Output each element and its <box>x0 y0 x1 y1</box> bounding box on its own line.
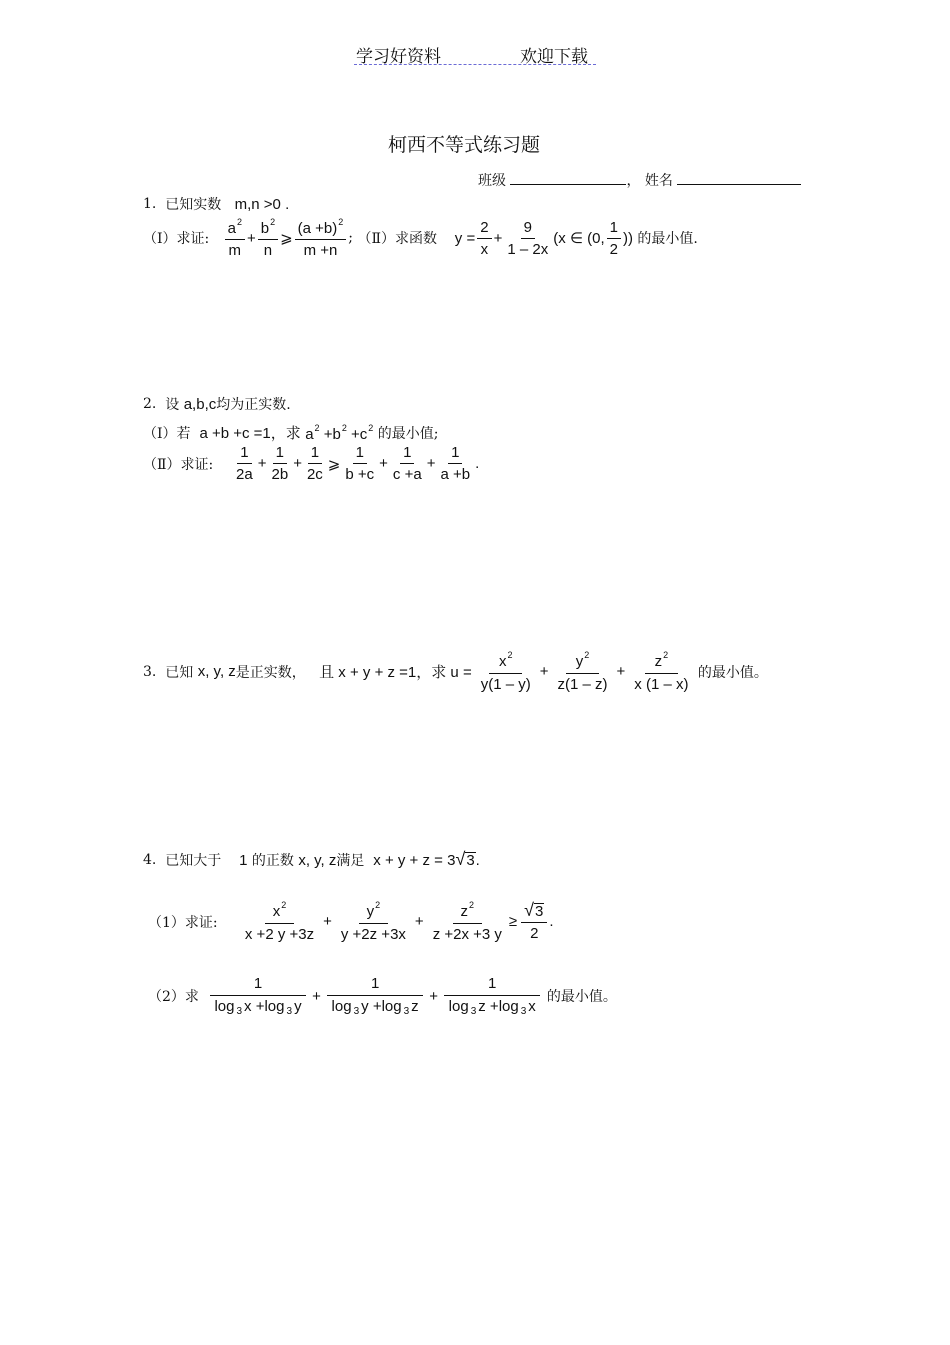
q2-squares: $a^2 +b^2 +c^2$ <box>305 422 374 443</box>
q1-plus: + <box>246 229 256 247</box>
q1-part2-label: （Ⅱ）求函数 <box>357 231 437 248</box>
q4-part2-label: （2）求 <box>148 989 199 1006</box>
q1-condition: m,n >0 . <box>234 195 290 213</box>
q1-frac-ab: $\frac{(a +b)^2}{m +n}$ <box>295 217 347 260</box>
q3-frac: $\frac{y^2}{z(1 - z)}$ <box>557 650 608 694</box>
q3-number: 3. <box>143 663 157 680</box>
q4-rhs: √ 3 2 <box>521 901 547 943</box>
q4-log-frac: $\frac{1}{\log _3 y +\log _3 z}$ <box>327 975 423 1018</box>
q2-frac: $\frac{1}{2b}$ <box>271 444 289 484</box>
q2-number: 2. <box>143 396 157 412</box>
q1-semicolon: ; <box>348 230 354 247</box>
q4-frac: $\frac{y^2}{y +2z +3x}$ <box>340 900 406 944</box>
q1-parts: （Ⅰ）求证: $\frac{a^2}{m}$ + $\frac{b^2}{n}$ ⩾ $\frac{(a +b)^2}{m +n}$ ; （Ⅱ）求函数 y = $\frac{2}{x}$ + $\frac{9}{1 - 2x}$ (x ∈ (0, $\frac{1}{2}$ )) 的最小值. <box>143 217 698 260</box>
q2-frac: $\frac{1}{2a}$ <box>236 444 253 484</box>
q3-condition: 且 x + y + z =1，求 u = <box>319 664 472 682</box>
q1-part1-label: （Ⅰ）求证: <box>143 231 210 248</box>
q2-part1: （Ⅰ）若 a +b +c =1，求 $a^2 +b^2 +c^2$ 的最小值; <box>143 422 439 443</box>
q3-frac: $\frac{x^2}{y(1 - y)}$ <box>480 650 531 694</box>
q4-log-frac: $\frac{1}{\log _3 z +\log _3 x}$ <box>444 975 540 1018</box>
q4-log-frac: $\frac{1}{\log _3 x +\log _3 y}$ <box>210 975 306 1018</box>
q1-frac-2x: $\frac{2}{x}$ <box>477 219 491 259</box>
q4-sqrt3: √ 3 <box>455 849 475 870</box>
q2-part2: （Ⅱ）求证: $\frac{1}{2a}$ + $\frac{1}{2b}$ + $\frac{1}{2c}$ ⩾ $\frac{1}{b +c}$ + $\frac{1}{c +a}$ + $\frac{1}{a +b}$ . <box>143 444 480 484</box>
header-left: 学习好资料 <box>356 47 441 67</box>
q1-stem-text: 已知实数 <box>165 197 222 213</box>
q4-number: 4. <box>143 852 157 868</box>
q1-frac-half: $\frac{1}{2}$ <box>607 219 621 259</box>
q4-condition: x + y + z = 3 <box>373 851 456 869</box>
q2-part2-label: （Ⅱ）求证: <box>143 456 214 473</box>
q4-stem: 4. 已知大于 1 的正数 x, y, z 满足 x + y + z = 3 √ 3 . <box>143 849 480 870</box>
student-info <box>478 170 801 190</box>
q1-number: 1. <box>143 196 157 212</box>
q3-frac: $\frac{z^2}{x (1 - x)}$ <box>634 650 689 694</box>
q1-frac-b: $\frac{b^2}{n}$ <box>258 217 278 260</box>
q4-frac: $\frac{x^2}{x +2 y +3z}$ <box>244 900 315 944</box>
q3-line: 3. 已知 x, y, z 是正实数， 且 x + y + z =1，求 u = $\frac{x^2}{y(1 - y)}$ + $\frac{y^2}{z(1 - z)}$ + $\frac{z^2}{x (1 - x)}$ 的最小值。 <box>143 650 768 694</box>
name-label: 姓名 <box>644 173 673 189</box>
q2-vars: a,b,c <box>183 395 217 413</box>
class-blank <box>510 184 626 185</box>
q1-frac-9: $\frac{9}{1 - 2x}$ <box>507 218 549 258</box>
q2-frac: $\frac{1}{b +c}$ <box>345 444 375 484</box>
q4-frac: $\frac{z^2}{z +2x +3 y}$ <box>432 900 502 944</box>
q1-stem <box>143 194 289 214</box>
q4-part1: （1）求证: $\frac{x^2}{x +2 y +3z}$ + $\frac{y^2}{y +2z +3x}$ + $\frac{z^2}{z +2x +3 y}$ ≥ √ 3 2 . <box>148 899 554 944</box>
q2-condition: a +b +c =1，求 <box>199 425 301 442</box>
q2-frac: $\frac{1}{2c}$ <box>306 444 323 484</box>
info-comma: ， <box>626 173 641 189</box>
page-title: 柯西不等式练习题 <box>388 134 541 156</box>
q1-y-eq: y = <box>454 229 476 247</box>
q4-part2: （2）求 $\frac{1}{\log _3 x +\log _3 y}$ + $\frac{1}{\log _3 y +\log _3 z}$ + $\frac{1}{\log _3 z +\log _3 x}$ 的最小值。 <box>148 975 617 1018</box>
q2-part1-label: （Ⅰ）若 <box>143 425 191 442</box>
q1-domain: (x ∈ (0, <box>553 230 605 248</box>
q3-vars: x, y, z <box>197 663 236 681</box>
q1-tail: 的最小值. <box>637 231 698 248</box>
q2-stem: 2. 设 a,b,c 均为正实数. <box>143 395 291 413</box>
q4-part1-label: （1）求证: <box>148 914 218 931</box>
q2-frac: $\frac{1}{a +b}$ <box>440 444 471 484</box>
class-label: 班级 <box>478 173 506 189</box>
q4-vars: x, y, z <box>298 851 337 869</box>
name-blank <box>677 184 801 185</box>
header-divider <box>354 64 596 65</box>
header-right: 欢迎下载 <box>520 47 588 67</box>
q1-ge: ⩾ <box>280 230 293 248</box>
q1-frac-a: $\frac{a^2}{m}$ <box>225 217 245 260</box>
q2-frac: $\frac{1}{c +a}$ <box>392 444 422 484</box>
